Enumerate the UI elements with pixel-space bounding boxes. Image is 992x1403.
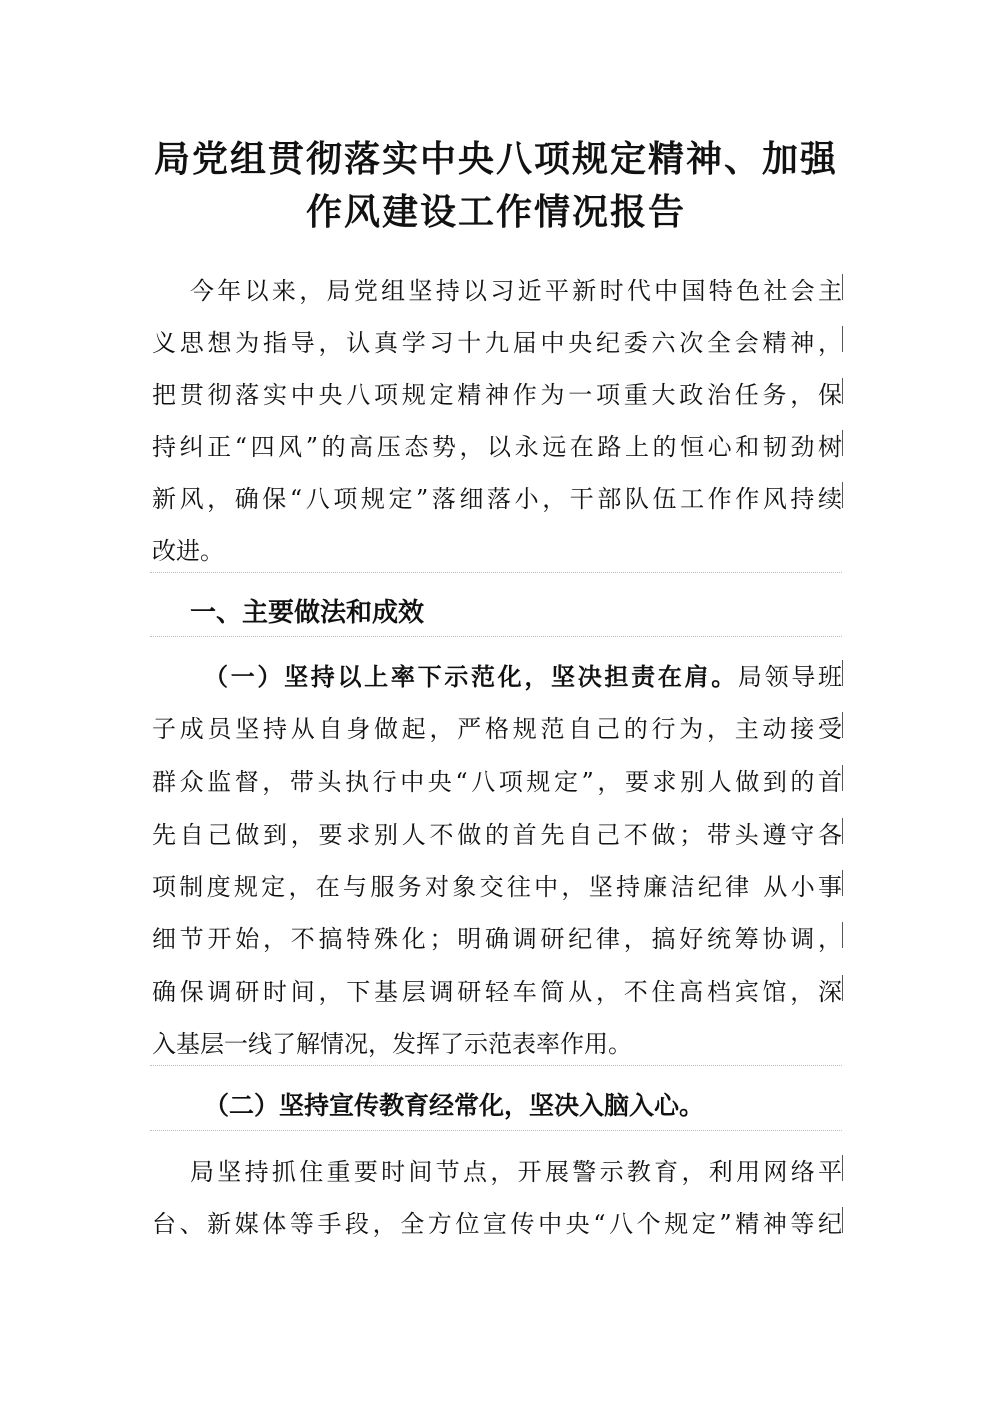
sub1-heading: （一）坚持以上率下示范化，坚决担责在肩。 <box>204 663 738 691</box>
intro-line-2: 义思想为指导，认真学习十九届中央纪委六次全会精神， <box>152 329 842 357</box>
paragraph-divider <box>150 1130 842 1131</box>
margin-mark <box>842 975 843 1001</box>
sub2-line-1: 局坚持抓住重要时间节点，开展警示教育，利用网络平 <box>190 1158 842 1186</box>
sub1-line-7: 确保调研时间，下基层调研轻车简从，不住高档宾馆，深 <box>152 978 842 1006</box>
intro-line-4: 持纠正“四风”的高压态势，以永远在路上的恒心和韧劲树 <box>152 433 842 461</box>
sub1-line-8: 入基层一线了解情况，发挥了示范表率作用。 <box>152 1030 632 1058</box>
margin-mark <box>842 274 843 300</box>
sub1-line-3: 群众监督，带头执行中央“八项规定”，要求别人做到的首 <box>152 768 842 796</box>
margin-mark <box>842 326 843 352</box>
margin-mark <box>842 712 843 738</box>
paragraph-divider <box>150 572 842 573</box>
report-title-line-1: 局党组贯彻落实中央八项规定精神、加强 <box>153 138 838 180</box>
margin-mark <box>842 1155 843 1181</box>
margin-mark <box>842 482 843 508</box>
margin-mark <box>842 1207 843 1233</box>
sub1-first-rest: 局领导班 <box>737 663 843 691</box>
margin-mark <box>842 378 843 404</box>
margin-mark <box>842 765 843 791</box>
section-heading: 一、主要做法和成效 <box>190 598 425 628</box>
sub1-line-4: 先自己做到，要求别人不做的首先自己不做；带头遵守各 <box>152 821 842 849</box>
sub2-heading: （二）坚持宣传教育经常化，坚决入脑入心。 <box>204 1091 705 1120</box>
intro-line-1: 今年以来，局党组坚持以习近平新时代中国特色社会主 <box>190 277 842 305</box>
margin-mark <box>842 430 843 456</box>
report-title-line-2: 作风建设工作情况报告 <box>305 191 686 233</box>
intro-line-6: 改进。 <box>152 537 224 565</box>
sub1-line-2: 子成员坚持从自身做起，严格规范自己的行为，主动接受 <box>152 715 842 743</box>
intro-line-5: 新风，确保“八项规定”落细落小，干部队伍工作作风持续 <box>152 485 842 513</box>
sub2-line-2: 台、新媒体等手段，全方位宣传中央“八个规定”精神等纪 <box>152 1210 842 1238</box>
intro-line-3: 把贯彻落实中央八项规定精神作为一项重大政治任务，保 <box>152 381 842 409</box>
sub1-first-line <box>204 665 842 689</box>
paragraph-divider <box>150 1065 842 1066</box>
margin-mark <box>842 818 843 844</box>
margin-mark <box>842 922 843 948</box>
sub1-line-6: 细节开始，不搞特殊化；明确调研纪律，搞好统筹协调， <box>152 925 842 953</box>
paragraph-divider <box>150 636 842 637</box>
margin-mark <box>842 660 843 686</box>
margin-mark <box>842 870 843 896</box>
sub1-line-5: 项制度规定，在与服务对象交往中，坚持廉洁纪律 从小事 <box>152 873 842 901</box>
